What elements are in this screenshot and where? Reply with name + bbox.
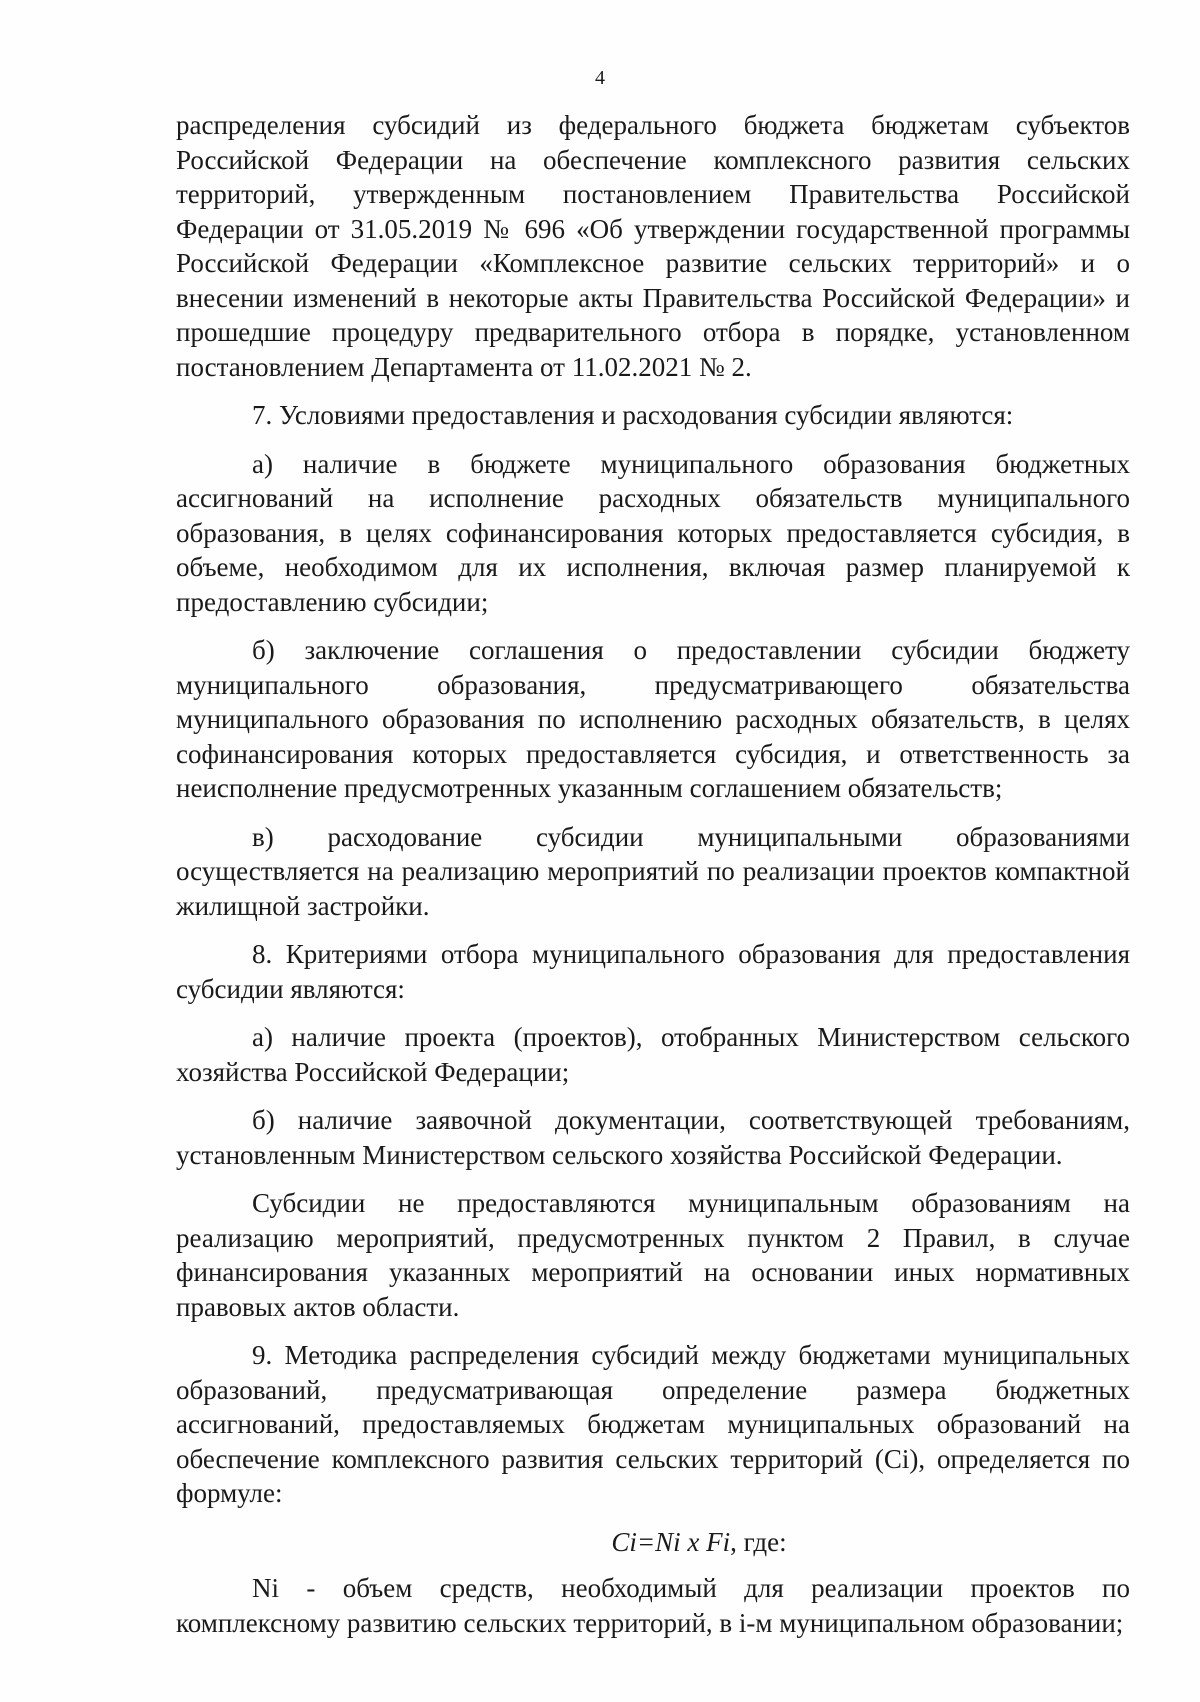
paragraph-exclusion: Субсидии не предоставляются муниципальным образованиям на реализацию мероприятий, предусмотренных пунктом 2 Правил, в случае финансирования указанных мероприятий на основании иных нормативных правовых актов области. (176, 1188, 1130, 1322)
paragraph-item-8a: а) наличие проекта (проектов), отобранных Министерством сельского хозяйства Российской Федерации; (176, 1022, 1130, 1087)
paragraph-item-8: 8. Критериями отбора муниципального образования для предоставления субсидии являются: (176, 939, 1130, 1004)
paragraph-item-9: 9. Методика распределения субсидий между бюджетами муниципальных образований, предусматривающая определение размера бюджетных ассигнований, предоставляемых бюджетам муниципальных образований на обеспечение комплексного развития сельских территорий (Ci), определяется по формуле: (176, 1340, 1130, 1508)
page-number: 4 (595, 67, 605, 89)
formula-suffix: , где: (730, 1526, 787, 1557)
paragraph-item-7a: а) наличие в бюджете муниципального образования бюджетных ассигнований на исполнение расходных обязательств муниципального образования, в целях софинансирования которых предоставляется субсидия, в объеме, необходимом для их исполнения, включая размер планируемой к предоставлению субсидии; (176, 448, 1130, 617)
paragraph-item-7v: в) расходование субсидии муниципальными образованиями осуществляется на реализацию мероприятий по реализации проектов компактной жилищной застройки. (176, 821, 1130, 921)
paragraph-item-7: 7. Условиями предоставления и расходования субсидии являются: (252, 400, 1014, 430)
formula (176, 1525, 1130, 1560)
paragraph-item-7b: б) заключение соглашения о предоставлении субсидии бюджету муниципального образования, предусматривающего обязательства муниципального образования по исполнению расходных обязательств, в целях софинансирования которых предоставляется субсидия, и ответственность за неисполнение предусмотренных указанным соглашением обязательств; (176, 635, 1130, 803)
definition-ni: Ni - объем средств, необходимый для реализации проектов по комплексному развитию сельских территорий, в i-м муниципальном образовании; (176, 1573, 1130, 1638)
paragraph-continuation: распределения субсидий из федерального бюджета бюджетам субъектов Российской Федерации на обеспечение комплексного развития сельских территорий, утвержденным постановлением Правительства Российской Федерации от 31.05.2019 № 696 «Об утверждении государственной программы Российской Федерации «Комплексное развитие сельских территорий» и о внесении изменений в некоторые акты Правительства Российской Федерации» и прошедшие процедуру предварительного отбора в порядке, установленном постановлением Департамента от 11.02.2021 № 2. (176, 110, 1130, 382)
formula-expression: Ci=Ni x Fi (611, 1526, 731, 1557)
paragraph-item-8b: б) наличие заявочной документации, соответствующей требованиям, установленным Министерством сельского хозяйства Российской Федерации. (176, 1105, 1130, 1170)
document-body (176, 108, 1130, 1640)
